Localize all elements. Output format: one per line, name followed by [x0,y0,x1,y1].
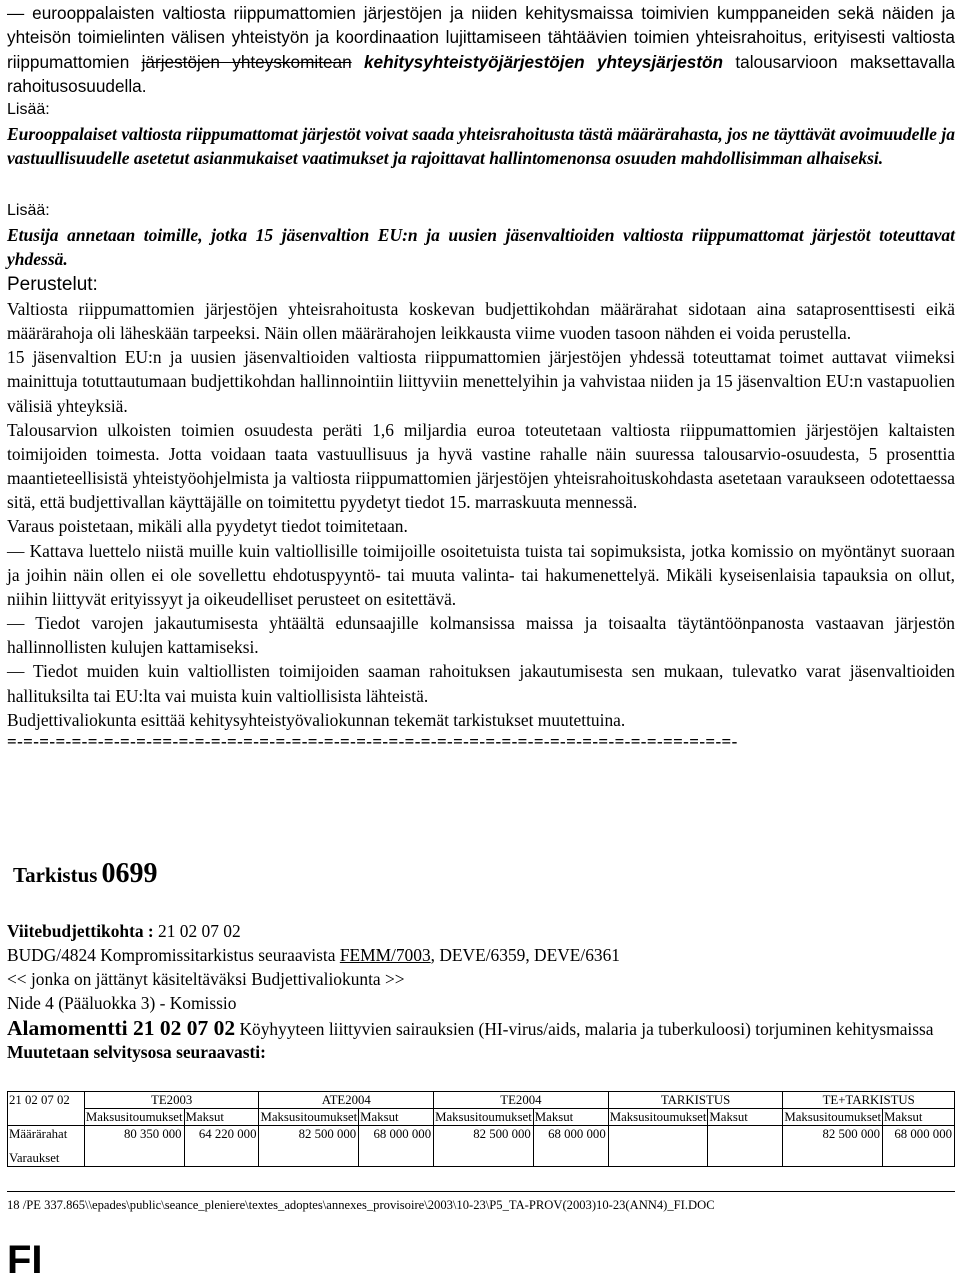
table-row [8,1126,955,1167]
table-row-label [8,1126,85,1167]
addition-2 [7,199,955,271]
table-code-cell: 21 02 07 02 [8,1092,85,1126]
perustelut-list-item: — Tiedot varojen jakautumisesta yhtäältä edunsaajille kolmansissa maissa ja toisaalta täytäntöönpanosta vastaavan järjestön hallinnollisten kulujen kattamiseksi. [7,613,955,658]
modify-heading: Muutetaan selvitysosa seuraavasti: [7,1042,266,1062]
budg-suffix: , DEVE/6359, DEVE/6361 [430,945,621,965]
amendment-meta [7,919,955,1063]
table-subheader: Maksusitoumukset [260,1110,358,1124]
intro-dash: — [7,3,25,23]
table-cell: 64 220 000 [184,1126,259,1167]
inserted-text: kehitysyhteistyöjärjestöjen yhteysjärjestön [351,51,724,72]
addition-1 [7,98,955,170]
alamomentti-heading [7,1015,955,1042]
budg-prefix: BUDG/4824 Kompromissitarkistus seuraavista [7,945,340,965]
reference-line [7,919,955,943]
perustelut-section [7,273,955,752]
table-subheader: Maksusitoumukset [784,1110,882,1124]
amendment-number: 0699 [101,858,158,889]
table-cell: 82 500 000 [259,1126,359,1167]
intro-paragraph [7,1,955,98]
intro-text-2: talousarvioon maksettavalla rahoitusosuudella. [7,51,955,96]
table-header-row [8,1092,955,1109]
table-subheader: Maksut [359,1109,434,1126]
alamomentti-label: Alamomentti 21 02 07 02 [7,1016,236,1040]
row-label-varaukset: Varaukset [9,1151,60,1165]
submitter-note: << jonka on jättänyt käsiteltäväksi Budjettivaliokunta >> [7,969,405,989]
section-line: Nide 4 (Pääluokka 3) - Komissio [7,993,237,1013]
deleted-text: järjestöjen yhteyskomitean [141,51,352,72]
amendment-title-word: Tarkistus [13,863,98,887]
alamomentti-text: Köyhyyteen liittyvien sairauksien (HI-virus/aids, malaria ja tuberkuloosi) torjuminen kehitysmaissa [235,1019,934,1039]
separator-line: =-=-=-=-=-=-=-=-=-==-=-=-=-=-=-=-=-=-=-=-=-=-=-=-=-=-=-=-=-=-=-=-=-=-=-=-=-=-=-=-==-=-=-=- [7,731,738,751]
perustelut-paragraph: Varaus poistetaan, mikäli alla pyydetyt tiedot toimitetaan. [7,516,408,537]
reference-label: Viitebudjettikohta : [7,921,154,941]
table-cell: 80 350 000 [84,1126,184,1167]
table-group-header: TE2004 [434,1092,609,1109]
table-subheader-row [8,1109,955,1126]
addition-text: Etusija annetaan toimille, jotka 15 jäsenvaltion EU:n ja uusien jäsenvaltioiden valtiosta riippumattomat järjestöt toteuttavat yhdessä. [7,225,955,269]
perustelut-paragraph: Valtiosta riippumattomien järjestöjen yhteisrahoitusta koskevan budjettikohdan määrärahat sidotaan aina sataprosenttisesti eikä määrärahoja oli läheskään tarpeeksi. Näin ollen määrärahojen leikkausta viime vuoden tasoon nähden ei voida perustella. [7,299,955,344]
language-code: FI [7,1238,43,1282]
perustelut-list-item: — Tiedot muiden kuin valtiollisten toimijoiden saaman rahoituksen jakautumisesta sen mukaan, tulevatko varat jäsenvaltioiden hallituksilta tai EU:lta vai muista kuin valtiollisista lähteistä. [7,661,955,706]
table-cell: 68 000 000 [533,1126,608,1167]
perustelut-heading: Perustelut: [7,274,98,295]
table-cell: 68 000 000 [883,1126,955,1167]
table-subheader: Maksut [883,1109,955,1126]
table-subheader: Maksut [708,1109,783,1126]
budg-line [7,943,955,967]
addition-label: Lisää: [7,202,50,219]
footer-path: 18 /PE 337.865\\epades\public\seance_pleniere\textes_adoptes\annexes_provisoire\2003\10-23\P5_TA-PROV(2003)10-23(ANN4)_FI.DOC [7,1198,715,1212]
perustelut-paragraph: 15 jäsenvaltion EU:n ja uusien jäsenvaltioiden valtiosta riippumattomien järjestöjen yhdessä toteuttamat toimet auttavat viimeksi mainittuja totuttautumaan budjettikohdan hallinnointiin liittyviin menettelyihin ja vahvistaa niiden ja 15 jäsenvaltion EU:n vastapuolien välisiä yhteyksiä. [7,347,955,416]
table-subheader: Maksusitoumukset [609,1110,707,1124]
table-subheader: Maksusitoumukset [85,1110,183,1124]
perustelut-paragraph: Talousarvion ulkoisten toimien osuudesta peräti 1,6 miljardia euroa toteutetaan valtiosta riippumattomien järjestöjen kaltaisten toimijoiden toimesta. Jotta voidaan taata vastuullisuus ja hyvä vastine rahalle näin suuressa talousarvio-osuudesta, 5 prosenttia maantieteellisistä yhteistyöohjelmista ja valtiosta riippumattomien järjestöjen yhteisrahoituskohdasta asetetaan varaukseen odotettaessa sitä, että budjettivallan käyttäjälle on toimitettu pyydetyt tiedot 15. marraskuuta mennessä. [7,419,955,513]
reference-value: 21 02 07 02 [153,921,241,941]
table-subheader: Maksut [533,1109,608,1126]
perustelut-list-item: — Kattava luettelo niistä muille kuin valtiollisille toimijoille osoitetuista tuista tai sopimuksista, jotka komissio on myöntänyt suoraan ja joihin näin ollen ei ole sovellettu ehdotuspyyntö- tai muuta valinta- tai hakumenettelyä. Mikäli kyseisenlaisia tapauksia on ollut, niihin liittyvät erityissyyt ja oikeudelliset perusteet on esitettävä. [7,540,955,609]
table-subheader: Maksusitoumukset [435,1110,532,1124]
table-cell [708,1126,783,1167]
row-label-maararahat: Määrärahat [9,1127,68,1141]
addition-label: Lisää: [7,101,50,118]
femm-link[interactable]: FEMM/7003 [339,945,431,965]
table-group-header: TE+TARKISTUS [783,1092,955,1109]
table-cell: 68 000 000 [359,1126,434,1167]
budget-table [7,1091,955,1167]
footer-rule [7,1191,955,1192]
table-cell [608,1126,708,1167]
table-cell: 82 500 000 [783,1126,883,1167]
table-group-header: ATE2004 [259,1092,434,1109]
amendment-title [13,858,960,890]
addition-text: Eurooppalaiset valtiosta riippumattomat järjestöt voivat saada yhteisrahoitusta tästä määrärahasta, jos ne täyttävät avoimuudelle ja vastuullisuudelle asetetut asianmukaiset vaatimukset ja rajoittavat hallintomenonsa osuuden mahdollisimman alhaiseksi. [7,124,955,168]
table-group-header: TE2003 [84,1092,259,1109]
table-group-header: TARKISTUS [608,1092,783,1109]
table-subheader: Maksut [184,1109,259,1126]
perustelut-paragraph: Budjettivaliokunta esittää kehitysyhteistyövaliokunnan tekemät tarkistukset muutettuina. [7,709,626,730]
table-cell: 82 500 000 [434,1126,534,1167]
intro-text-1: eurooppalaisten valtiosta riippumattomien järjestöjen ja niiden kehitysmaissa toimivien kumppaneiden sekä näiden ja yhteisön toimielinten välisen yhteistyön ja koordinaation lujittamiseen tähtäävien toimien yhteisrahoitus, erityisesti valtiosta riippumattomien [7,3,955,72]
